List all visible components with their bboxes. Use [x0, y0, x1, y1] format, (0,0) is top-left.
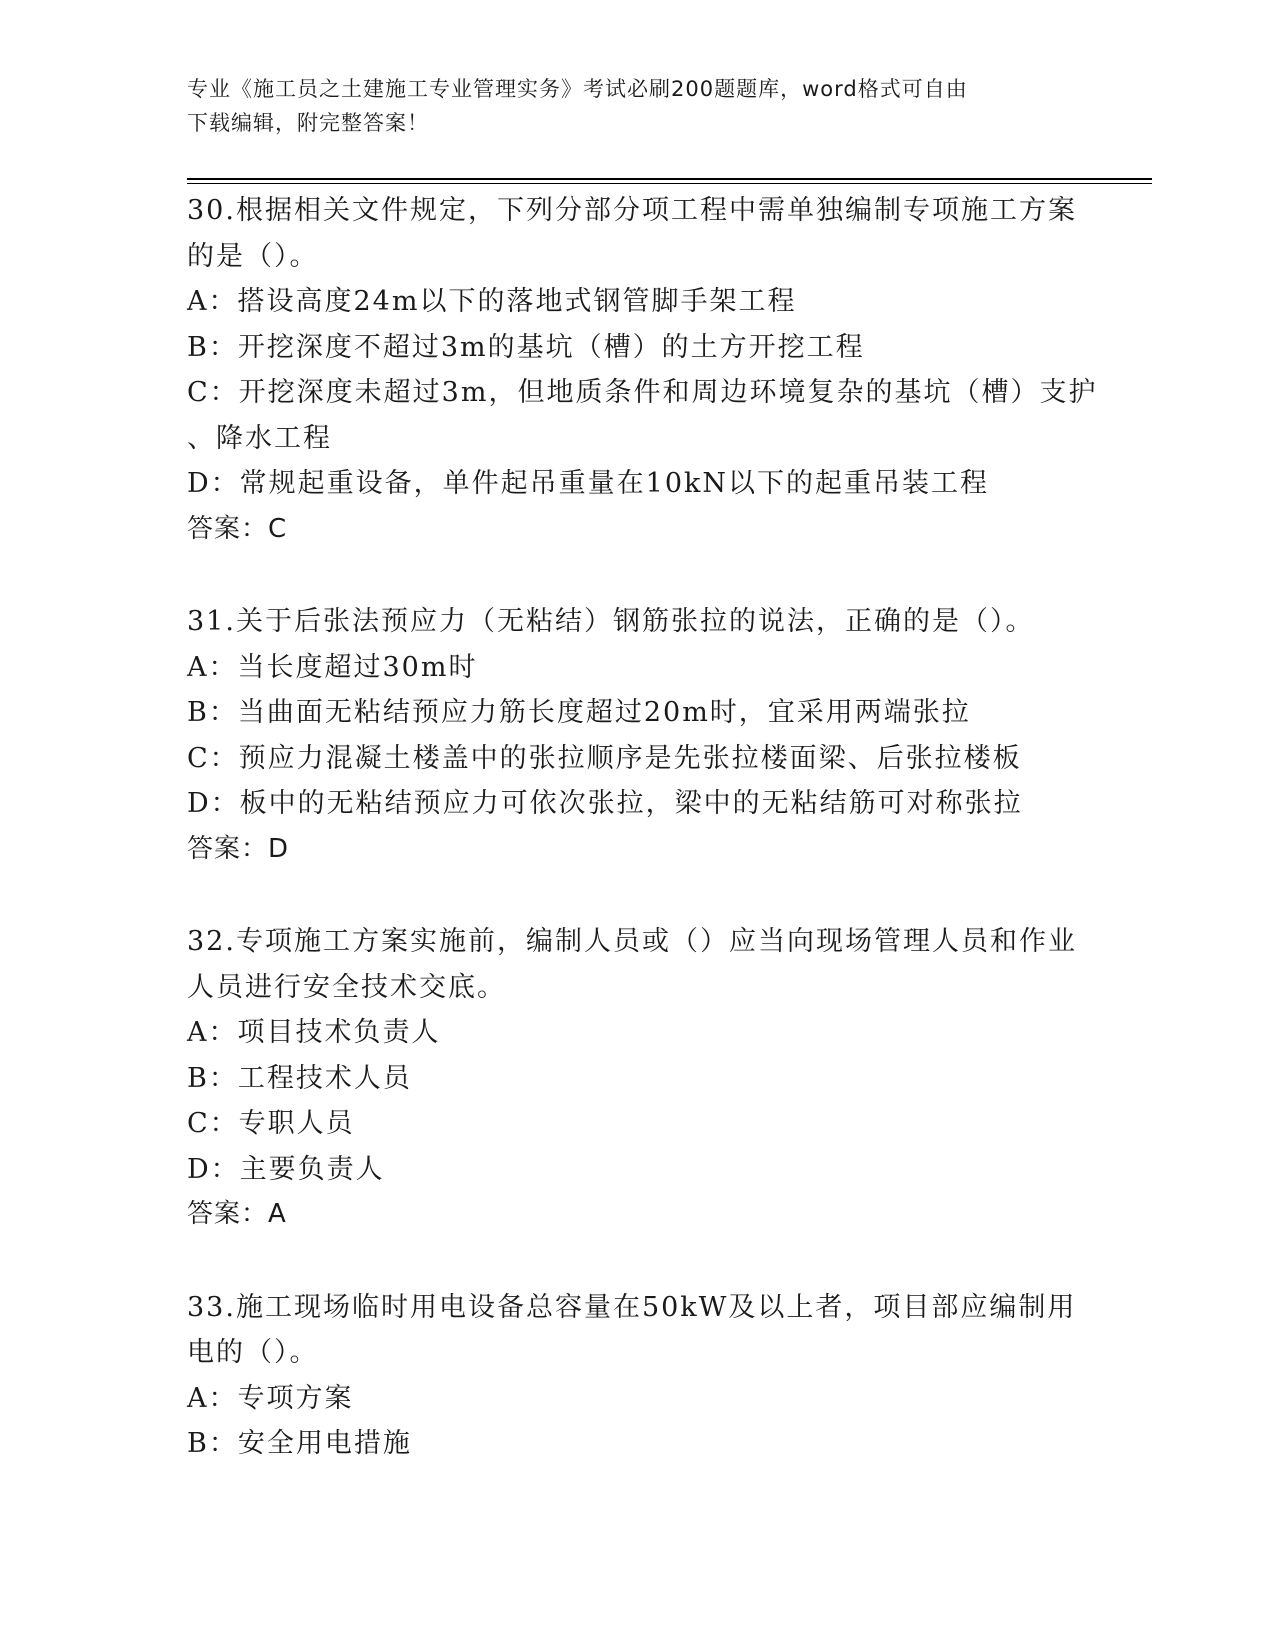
question-stem: 31.关于后张法预应力（无粘结）钢筋张拉的说法，正确的是（）。	[187, 606, 1035, 637]
option-a: A：项目技术负责人	[187, 1017, 441, 1048]
answer-label: 答案：A	[187, 1199, 287, 1229]
option-c-continued: 、降水工程	[187, 422, 332, 454]
header-divider-thick	[187, 178, 1152, 180]
option-a: A：搭设高度24m以下的落地式钢管脚手架工程	[187, 286, 797, 317]
option-d: D：主要负责人	[187, 1153, 385, 1185]
question-stem-continued: 的是（）。	[187, 240, 319, 272]
option-c: C：预应力混凝土楼盖中的张拉顺序是先张拉楼面梁、后张拉楼板	[187, 742, 1022, 774]
answer-label: 答案：D	[187, 833, 290, 864]
option-d: D：板中的无粘结预应力可依次张拉，梁中的无粘结筋可对称张拉	[187, 788, 1023, 819]
option-d: D：常规起重设备，单件起吊重量在10kN以下的起重吊装工程	[187, 468, 989, 499]
header-line-1: 专业《施工员之土建施工专业管理实务》考试必刷200题题库，word格式可自由	[187, 77, 968, 101]
question-stem-continued: 人员进行安全技术交底。	[187, 971, 506, 1003]
question-stem-continued: 电的（）。	[187, 1337, 319, 1368]
document-header	[187, 72, 1067, 140]
header-line-2: 下载编辑，附完整答案！	[187, 111, 429, 135]
question-stem: 33.施工现场临时用电设备总容量在50kW及以上者，项目部应编制用	[187, 1291, 1077, 1323]
question-stem: 30.根据相关文件规定，下列分部分项工程中需单独编制专项施工方案	[187, 195, 1077, 226]
option-b: B：当曲面无粘结预应力筋长度超过20m时，宜采用两端张拉	[187, 697, 971, 728]
question-30	[187, 188, 1098, 552]
answer-label: 答案：C	[187, 513, 288, 544]
option-b: B：工程技术人员	[187, 1062, 412, 1094]
option-b: B：安全用电措施	[187, 1428, 412, 1459]
option-c: C：专职人员	[187, 1108, 355, 1139]
question-list	[187, 188, 1098, 1514]
question-stem: 32.专项施工方案实施前，编制人员或（）应当向现场管理人员和作业	[187, 926, 1077, 957]
option-a: A：专项方案	[187, 1382, 354, 1414]
option-b: B：开挖深度不超过3m的基坑（槽）的土方开挖工程	[187, 331, 865, 363]
option-a: A：当长度超过30m时	[187, 651, 478, 683]
question-33	[187, 1285, 1087, 1467]
option-c: C：开挖深度未超过3m，但地质条件和周边环境复杂的基坑（槽）支护	[187, 377, 1098, 408]
header-divider-thin	[187, 183, 1152, 184]
question-31	[187, 599, 1087, 872]
question-32	[187, 919, 1087, 1238]
